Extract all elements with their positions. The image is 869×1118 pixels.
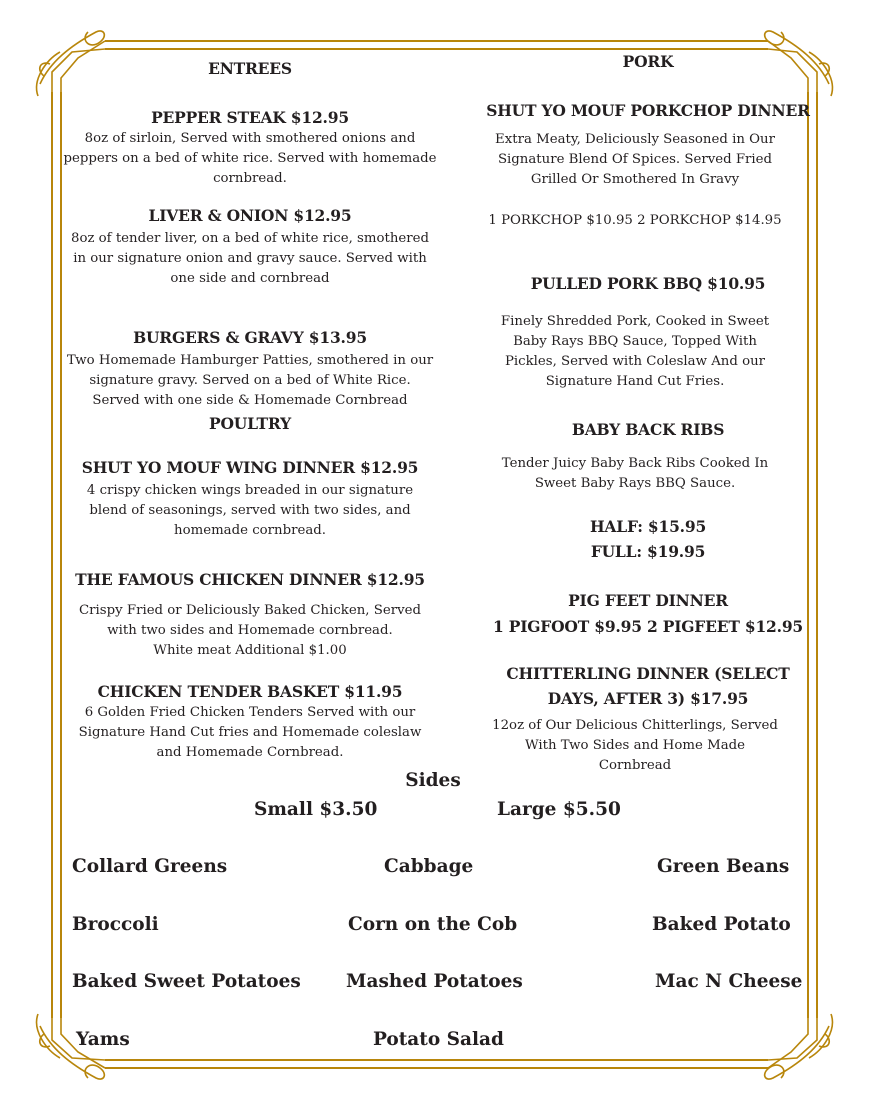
menu-item-name: THE FAMOUS CHICKEN DINNER $12.95: [75, 570, 425, 589]
side-item: Potato Salad: [373, 1029, 504, 1050]
menu-item-desc-line: peppers on a bed of white rice. Served with homemade: [63, 151, 437, 166]
menu-item-name: BURGERS & GRAVY $13.95: [133, 328, 367, 347]
menu-item-name: LIVER & ONION $12.95: [148, 206, 352, 225]
menu-item-desc-line: Crispy Fried or Deliciously Baked Chicken, Served: [79, 603, 421, 618]
poultry-section-title: POULTRY: [209, 414, 291, 433]
menu-item-name: PIG FEET DINNER: [568, 591, 728, 610]
corner-ornament-top-left: [37, 31, 105, 96]
menu-item-desc-line: Finely Shredded Pork, Cooked in Sweet: [500, 314, 770, 329]
sides-title: Sides: [405, 770, 461, 791]
menu-item-desc-line: Cornbread: [598, 758, 672, 773]
menu-item-desc-line: Signature Hand Cut Fries.: [545, 374, 725, 389]
menu-item-desc-line: one side and cornbread: [170, 271, 330, 286]
menu-item-desc-line: 4 crispy chicken wings breaded in our signature: [86, 483, 414, 498]
menu-item-desc-line: Baby Rays BBQ Sauce, Topped With: [513, 334, 757, 349]
sides-large-price: Large $5.50: [497, 799, 621, 820]
side-item: Baked Potato: [652, 914, 791, 935]
menu-item-name: SHUT YO MOUF PORKCHOP DINNER: [486, 101, 810, 120]
menu-item-name: PEPPER STEAK $12.95: [151, 108, 349, 127]
menu-item-desc-line: 8oz of tender liver, on a bed of white rice, smothered: [70, 231, 430, 246]
menu-item-desc-line: With Two Sides and Home Made: [524, 738, 746, 753]
menu-item-desc-line: blend of seasonings, served with two sides, and: [89, 503, 411, 518]
menu-item-desc-line: Extra Meaty, Deliciously Seasoned in Our: [495, 132, 775, 147]
sides-small-price: Small $3.50: [254, 799, 378, 820]
side-item: Mashed Potatoes: [346, 971, 523, 992]
menu-item-desc-line: cornbread.: [213, 171, 287, 186]
menu-item-desc-line: signature gravy. Served on a bed of White Rice.: [89, 373, 411, 388]
side-item: Cabbage: [384, 856, 474, 877]
menu-item-name: BABY BACK RIBS: [571, 420, 725, 439]
menu-item-prices: 1 PIGFOOT $9.95 2 PIGFEET $12.95: [492, 617, 803, 636]
entrees-section-title: ENTREES: [208, 59, 292, 78]
pork-section-title: PORK: [622, 52, 674, 71]
menu-item-desc-line: homemade cornbread.: [174, 523, 326, 538]
side-item: Green Beans: [657, 856, 790, 877]
menu-item-desc-line: 8oz of sirloin, Served with smothered onions and: [84, 131, 416, 146]
menu-item-desc-line: in our signature onion and gravy sauce. Served with: [73, 251, 427, 266]
side-item: Corn on the Cob: [348, 914, 518, 935]
menu-item-name: PULLED PORK BBQ $10.95: [530, 274, 766, 293]
menu-item-name: SHUT YO MOUF WING DINNER $12.95: [81, 458, 419, 477]
menu-item-desc-line: Pickles, Served with Coleslaw And our: [504, 354, 766, 369]
menu-item-desc-line: and Homemade Cornbread.: [156, 745, 344, 760]
menu-item-desc-line: Tender Juicy Baby Back Ribs Cooked In: [501, 456, 769, 471]
menu-item-name: DAYS, AFTER 3) $17.95: [547, 689, 749, 708]
menu-item-desc-line: Signature Blend Of Spices. Served Fried: [497, 152, 773, 167]
menu-item-name: CHITTERLING DINNER (SELECT: [506, 664, 790, 683]
side-item: Baked Sweet Potatoes: [72, 971, 301, 992]
menu-item-desc-line: with two sides and Homemade cornbread.: [107, 623, 393, 638]
menu-item-desc-line: White meat Additional $1.00: [153, 643, 347, 658]
menu-item-desc-line: Sweet Baby Rays BBQ Sauce.: [534, 476, 736, 491]
menu-item-desc-line: Grilled Or Smothered In Gravy: [530, 172, 740, 187]
menu-item-desc-line: Signature Hand Cut fries and Homemade coleslaw: [78, 725, 422, 740]
ribs-half-price: HALF: $15.95: [589, 517, 707, 536]
corner-ornament-top-right: [765, 31, 833, 96]
ribs-full-price: FULL: $19.95: [590, 542, 706, 561]
menu-item-name: CHICKEN TENDER BASKET $11.95: [97, 682, 403, 701]
side-item: Mac N Cheese: [655, 971, 803, 992]
menu-item-desc-line: 12oz of Our Delicious Chitterlings, Served: [492, 718, 778, 733]
menu-item-prices: 1 PORKCHOP $10.95 2 PORKCHOP $14.95: [488, 213, 782, 228]
side-item: Broccoli: [72, 914, 159, 935]
menu-item-desc-line: Two Homemade Hamburger Patties, smothered in our: [66, 353, 434, 368]
menu-item-desc-line: Served with one side & Homemade Cornbread: [92, 393, 408, 408]
corner-ornament-bottom-right: [765, 1014, 833, 1079]
menu-item-desc-line: 6 Golden Fried Chicken Tenders Served with our: [84, 705, 416, 720]
side-item: Yams: [76, 1029, 130, 1050]
side-item: Collard Greens: [72, 856, 228, 877]
